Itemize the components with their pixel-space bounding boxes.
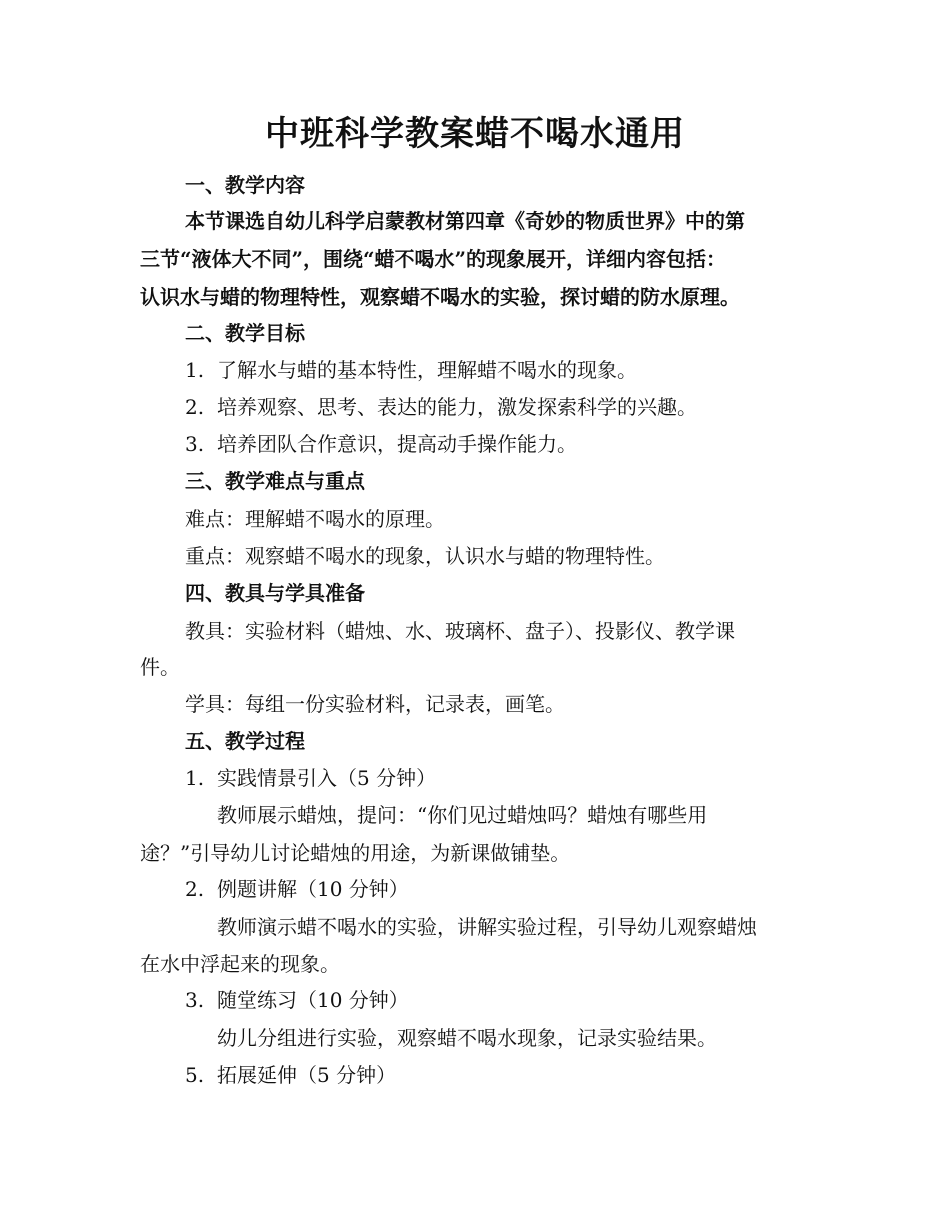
content-paragraph-line: 三节“液体大不同”，围绕“蜡不喝水”的现象展开，详细内容包括：: [140, 247, 727, 271]
objective-item: [185, 430, 577, 458]
step-number: 3.: [185, 988, 205, 1012]
step-title-text: 实践情景引入（5 分钟）: [217, 766, 437, 790]
step-description-line: 在水中浮起来的现象。: [140, 952, 340, 976]
key-point-text: 重点：观察蜡不喝水的现象，认识水与蜡的物理特性。: [185, 544, 665, 568]
step-title-text: 拓展延伸（5 分钟）: [217, 1063, 397, 1087]
process-step-title: [185, 764, 436, 792]
step-title-text: 随堂练习（10 分钟）: [217, 988, 409, 1012]
objective-item: [185, 356, 637, 384]
content-paragraph-line: 本节课选自幼儿科学启蒙教材第四章《奇妙的物质世界》中的第: [185, 209, 745, 233]
section-heading-tools: 四、教具与学具准备: [185, 581, 365, 605]
step-description-line: 教师演示蜡不喝水的实验，讲解实验过程，引导幼儿观察蜡烛: [217, 915, 757, 939]
objective-text: 培养观察、思考、表达的能力，激发探索科学的兴趣。: [217, 395, 697, 419]
step-number: 2.: [185, 877, 205, 901]
process-step-title: [185, 986, 409, 1014]
section-heading-process: 五、教学过程: [185, 729, 305, 753]
objective-text: 了解水与蜡的基本特性，理解蜡不喝水的现象。: [217, 358, 637, 382]
step-description-line: 途？”引导幼儿讨论蜡烛的用途，为新课做铺垫。: [140, 841, 571, 865]
document-title: 中班科学教案蜡不喝水通用: [265, 114, 685, 154]
objective-number: 3.: [185, 432, 205, 456]
student-tools-text: 学具：每组一份实验材料，记录表，画笔。: [185, 692, 565, 716]
content-paragraph-line: 认识水与蜡的物理特性，观察蜡不喝水的实验，探讨蜡的防水原理。: [140, 285, 740, 309]
objective-item: [185, 393, 697, 421]
section-heading-key-points: 三、教学难点与重点: [185, 469, 365, 493]
step-number: 5.: [185, 1063, 205, 1087]
difficulty-text: 难点：理解蜡不喝水的原理。: [185, 507, 445, 531]
process-step-title: [185, 1061, 396, 1089]
objective-text: 培养团队合作意识，提高动手操作能力。: [217, 432, 577, 456]
objective-number: 2.: [185, 395, 205, 419]
step-title-text: 例题讲解（10 分钟）: [217, 877, 409, 901]
step-description-line: 幼儿分组进行实验，观察蜡不喝水现象，记录实验结果。: [217, 1026, 717, 1050]
step-description-line: 教师展示蜡烛，提问：“你们见过蜡烛吗？蜡烛有哪些用: [217, 803, 708, 827]
teacher-tools-line: 教具：实验材料（蜡烛、水、玻璃杯、盘子）、投影仪、教学课: [185, 619, 735, 643]
teacher-tools-line: 件。: [140, 655, 180, 679]
step-number: 1.: [185, 766, 205, 790]
objective-number: 1.: [185, 358, 205, 382]
section-heading-objectives: 二、教学目标: [185, 321, 305, 345]
section-heading-content: 一、教学内容: [185, 173, 305, 197]
process-step-title: [185, 875, 409, 903]
